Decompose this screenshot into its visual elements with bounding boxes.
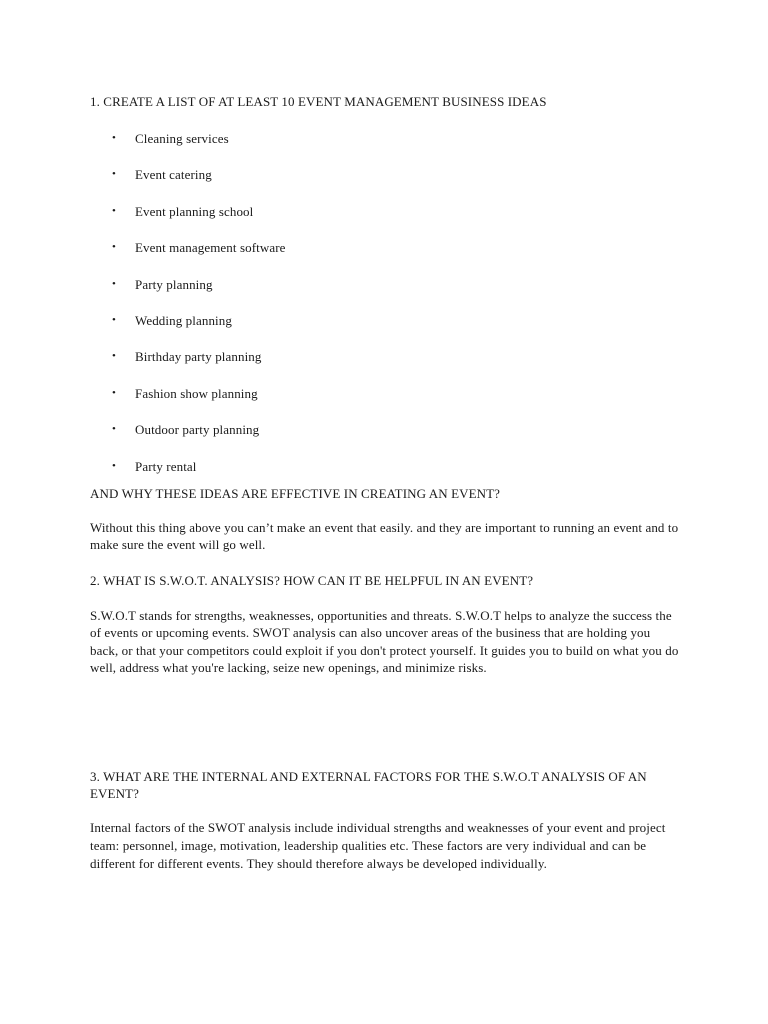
list-item <box>90 312 680 348</box>
list-item-label: Outdoor party planning <box>135 422 260 438</box>
document-page <box>90 93 680 873</box>
section1-heading: 1. CREATE A LIST OF AT LEAST 10 EVENT MANAGEMENT BUSINESS IDEAS <box>90 94 547 109</box>
list-item-label: Event planning school <box>135 203 254 219</box>
bullet-icon: • <box>112 241 116 254</box>
bullet-icon: • <box>112 350 116 363</box>
section2-answer: S.W.O.T stands for strengths, weaknesses, opportunities and threats. S.W.O.T helps to analyze the success the of events or upcoming events. SWOT analysis can also uncover areas of the business that are holding you back, or that your competitors could exploit if you don't protect yourself. It guides you to build on what you do well, address what you're lacking, seize new openings, and minimize risks. <box>90 607 679 676</box>
bullet-icon: • <box>112 168 116 181</box>
list-item <box>90 458 680 485</box>
list-item <box>90 421 680 457</box>
list-item-label: Event management software <box>135 240 286 256</box>
list-item-label: Party planning <box>135 276 213 292</box>
bullet-icon: • <box>112 459 116 472</box>
business-ideas-list <box>90 130 680 485</box>
list-item <box>90 385 680 421</box>
bullet-icon: • <box>112 313 116 326</box>
section2-heading: 2. WHAT IS S.W.O.T. ANALYSIS? HOW CAN IT BE HELPFUL IN AN EVENT? <box>90 572 534 588</box>
list-item-label: Birthday party planning <box>135 349 262 365</box>
section3-heading: 3. WHAT ARE THE INTERNAL AND EXTERNAL FACTORS FOR THE S.W.O.T ANALYSIS OF AN EVENT? <box>90 768 647 801</box>
bullet-icon: • <box>112 423 116 436</box>
section3-answer: Internal factors of the SWOT analysis include individual strengths and weaknesses of your event and project team: personnel, image, motivation, leadership qualities etc. These factors are very individual and can be different for different events. They should therefore always be developed individually. <box>90 819 666 871</box>
list-item <box>90 130 680 166</box>
bullet-icon: • <box>112 386 116 399</box>
list-item <box>90 239 680 275</box>
list-item-label: Wedding planning <box>135 312 232 328</box>
list-item-label: Party rental <box>135 458 197 474</box>
list-item <box>90 276 680 312</box>
list-item-label: Fashion show planning <box>135 385 258 401</box>
bullet-icon: • <box>112 277 116 290</box>
list-item <box>90 166 680 202</box>
bullet-icon: • <box>112 204 116 217</box>
list-item-label: Event catering <box>135 167 212 183</box>
list-item <box>90 348 680 384</box>
bullet-icon: • <box>112 132 116 144</box>
section1-answer: Without this thing above you can’t make an event that easily. and they are important to running an event and to make sure the event will go well. <box>90 519 679 553</box>
list-item <box>90 203 680 239</box>
section1-subheading: AND WHY THESE IDEAS ARE EFFECTIVE IN CREATING AN EVENT? <box>90 485 501 501</box>
list-item-label: Cleaning services <box>135 131 229 146</box>
